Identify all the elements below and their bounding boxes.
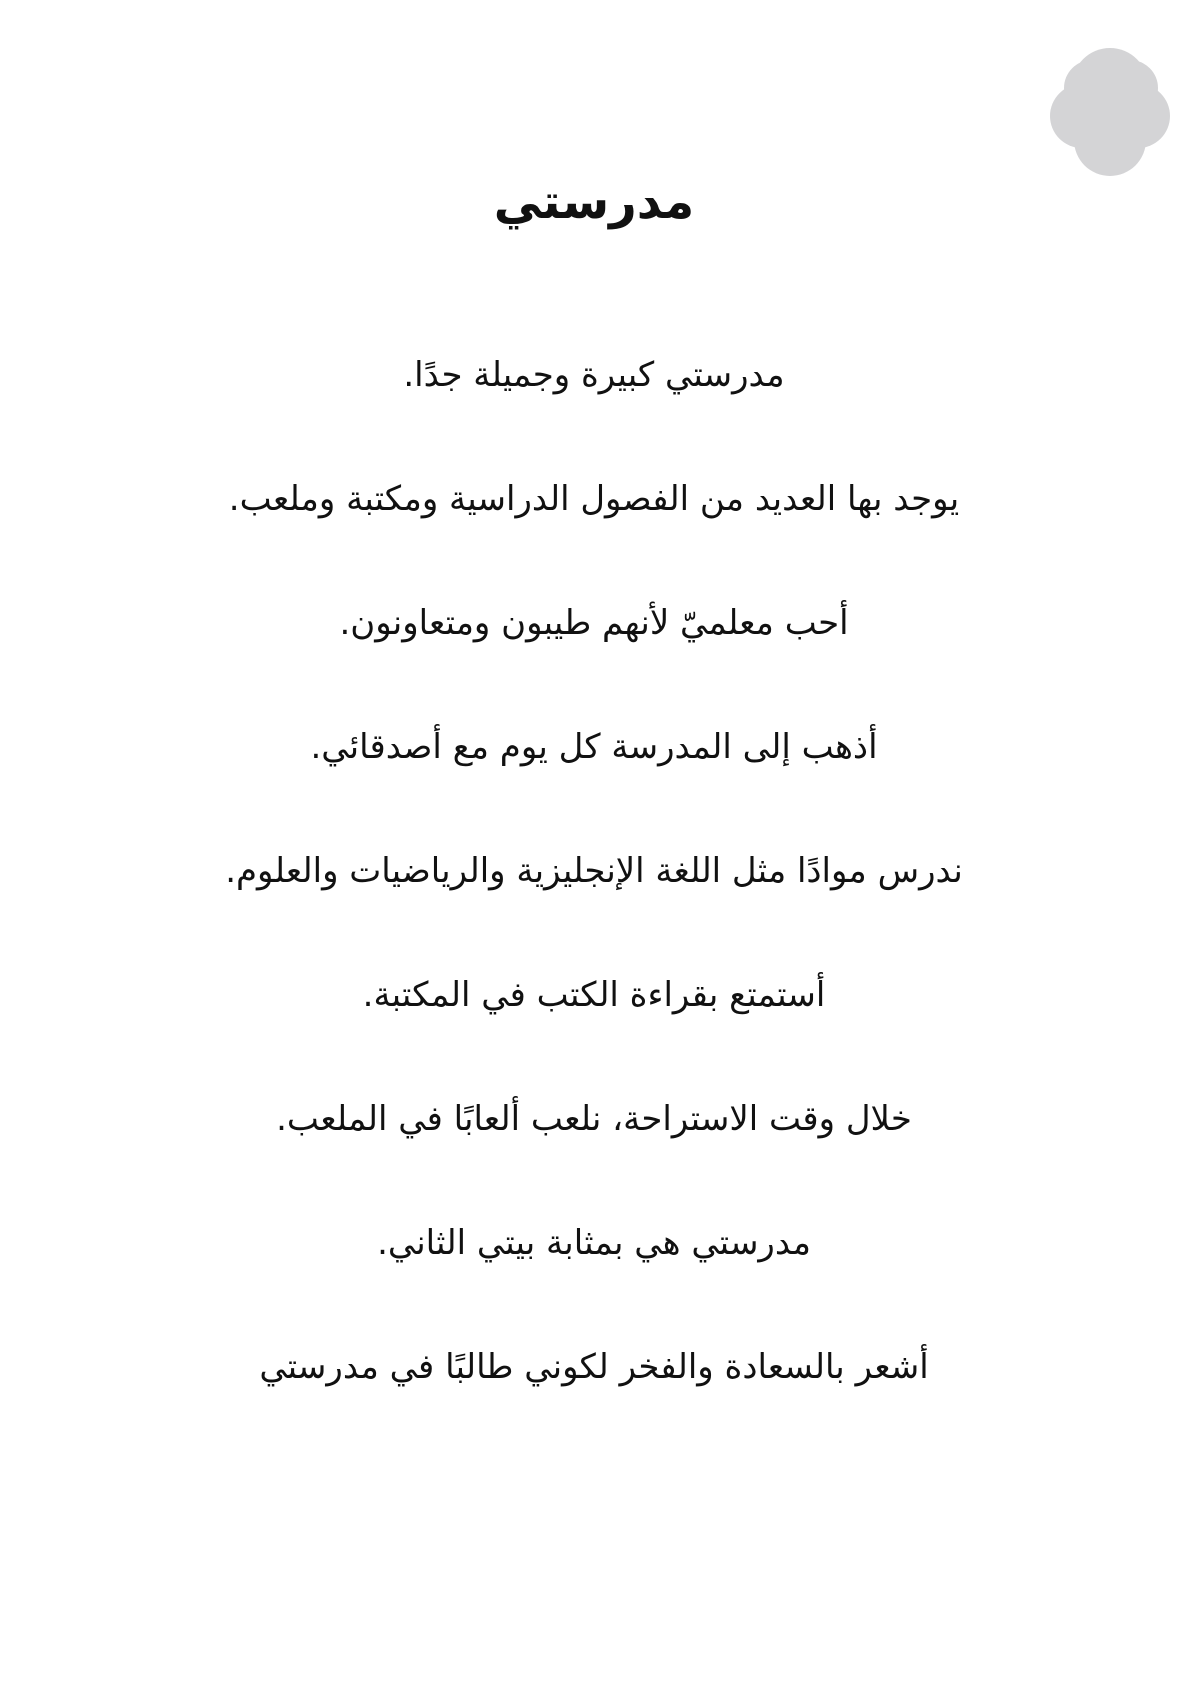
text-line: مدرستي هي بمثابة بيتي الثاني. xyxy=(377,1223,811,1263)
text-line: أستمتع بقراءة الكتب في المكتبة. xyxy=(362,975,826,1015)
cloud-blob-shape xyxy=(1050,48,1170,176)
text-lines xyxy=(0,347,1188,1463)
text-line: أذهب إلى المدرسة كل يوم مع أصدقائي. xyxy=(310,727,878,767)
text-line: أشعر بالسعادة والفخر لكوني طالبًا في مدرستي xyxy=(259,1347,929,1387)
text-line: مدرستي كبيرة وجميلة جدًا. xyxy=(403,355,785,395)
cloud-blob-icon xyxy=(1048,46,1172,178)
text-line: يوجد بها العديد من الفصول الدراسية ومكتبة وملعب. xyxy=(228,479,960,519)
text-line: أحب معلميّ لأنهم طيبون ومتعاونون. xyxy=(339,603,849,643)
text-line: ندرس موادًا مثل اللغة الإنجليزية والرياضيات والعلوم. xyxy=(225,851,963,891)
page-title: مدرستي xyxy=(493,174,695,230)
text-line: خلال وقت الاستراحة، نلعب ألعابًا في الملعب. xyxy=(276,1099,912,1139)
